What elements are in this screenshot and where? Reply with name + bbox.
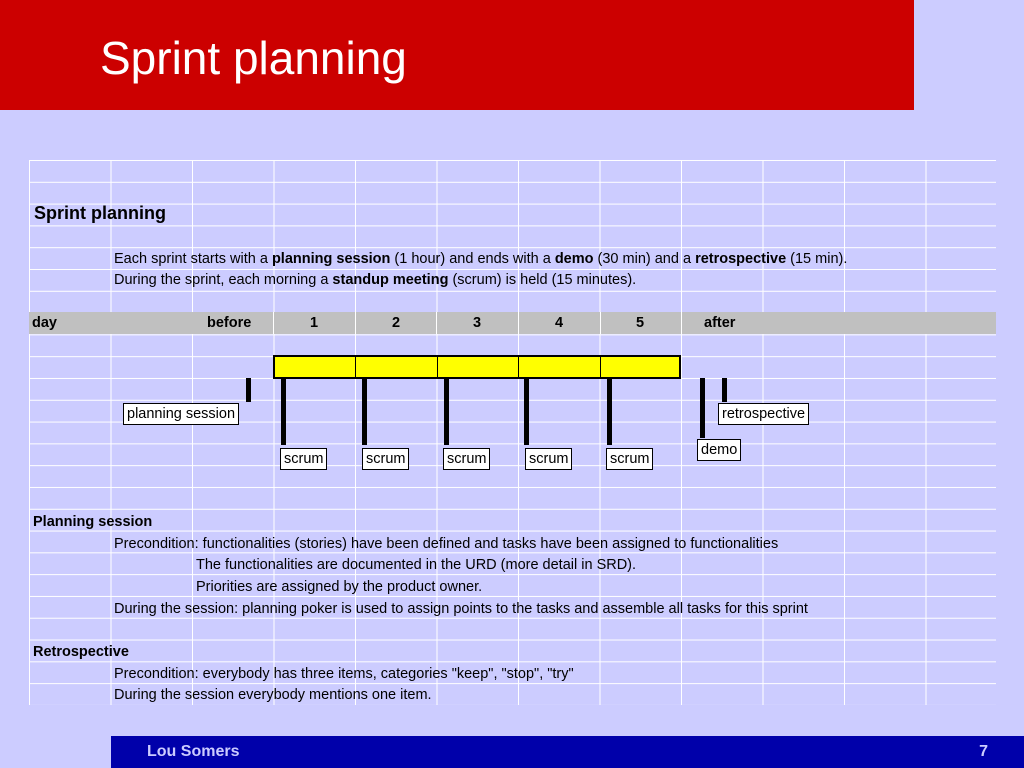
day-4: 4 bbox=[555, 315, 564, 331]
day-label: day bbox=[32, 315, 57, 331]
page-number: 7 bbox=[979, 743, 988, 760]
column-divider bbox=[681, 312, 682, 334]
demo-label: demo bbox=[697, 439, 741, 461]
column-divider bbox=[436, 312, 437, 334]
column-divider bbox=[273, 312, 274, 334]
planning-during-session: During the session: planning poker is used to assign points to the tasks and assemble all tasks for this sprint bbox=[114, 601, 808, 617]
retrospective-heading: Retrospective bbox=[33, 644, 129, 660]
day-3: 3 bbox=[473, 315, 482, 331]
demo-marker bbox=[700, 378, 705, 438]
day-5: 5 bbox=[636, 315, 645, 331]
planning-session-heading: Planning session bbox=[33, 514, 153, 530]
after-label: after bbox=[704, 315, 736, 331]
before-label: before bbox=[207, 315, 252, 331]
day-2: 2 bbox=[392, 315, 401, 331]
planning-session-marker bbox=[246, 378, 251, 402]
slide-title: Sprint planning bbox=[100, 32, 407, 84]
scrum-marker-1 bbox=[281, 379, 286, 445]
scrum-marker-2 bbox=[362, 379, 367, 445]
title-bar bbox=[0, 0, 914, 110]
timeline-divider bbox=[518, 357, 519, 377]
retro-during-session: During the session everybody mentions one item. bbox=[114, 687, 432, 703]
intro-line-2: During the sprint, each morning a standup meeting (scrum) is held (15 minutes). bbox=[114, 272, 637, 288]
timeline-divider bbox=[600, 357, 601, 377]
scrum-marker-3 bbox=[444, 379, 449, 445]
footer-bar bbox=[111, 736, 1024, 768]
intro-line-1: Each sprint starts with a planning session (1 hour) and ends with a demo (30 min) and a retrospective (15 min). bbox=[114, 251, 848, 267]
scrum-label-2: scrum bbox=[362, 448, 409, 470]
scrum-label-4: scrum bbox=[525, 448, 572, 470]
scrum-marker-5 bbox=[607, 379, 612, 445]
day-1: 1 bbox=[310, 315, 319, 331]
column-divider bbox=[355, 312, 356, 334]
column-divider bbox=[518, 312, 519, 334]
sprint-timeline-bar bbox=[273, 355, 681, 379]
sheet-title: Sprint planning bbox=[34, 203, 166, 223]
scrum-marker-4 bbox=[524, 379, 529, 445]
footer-author: Lou Somers bbox=[147, 743, 240, 760]
retrospective-label: retrospective bbox=[718, 403, 809, 425]
scrum-label-3: scrum bbox=[443, 448, 490, 470]
timeline-divider bbox=[355, 357, 356, 377]
retrospective-marker bbox=[722, 378, 727, 402]
day-header-row bbox=[29, 312, 996, 334]
scrum-label-1: scrum bbox=[280, 448, 327, 470]
retro-precondition: Precondition: everybody has three items, categories "keep", "stop", "try" bbox=[114, 666, 574, 682]
scrum-label-5: scrum bbox=[606, 448, 653, 470]
planning-urd-note: The functionalities are documented in the URD (more detail in SRD). bbox=[196, 557, 637, 573]
column-divider bbox=[600, 312, 601, 334]
spreadsheet-grid bbox=[29, 160, 996, 705]
planning-priorities-note: Priorities are assigned by the product owner. bbox=[196, 579, 483, 595]
planning-precondition: Precondition: functionalities (stories) have been defined and tasks have been assigned to functionalities bbox=[114, 536, 779, 552]
planning-session-label: planning session bbox=[123, 403, 239, 425]
timeline-divider bbox=[437, 357, 438, 377]
